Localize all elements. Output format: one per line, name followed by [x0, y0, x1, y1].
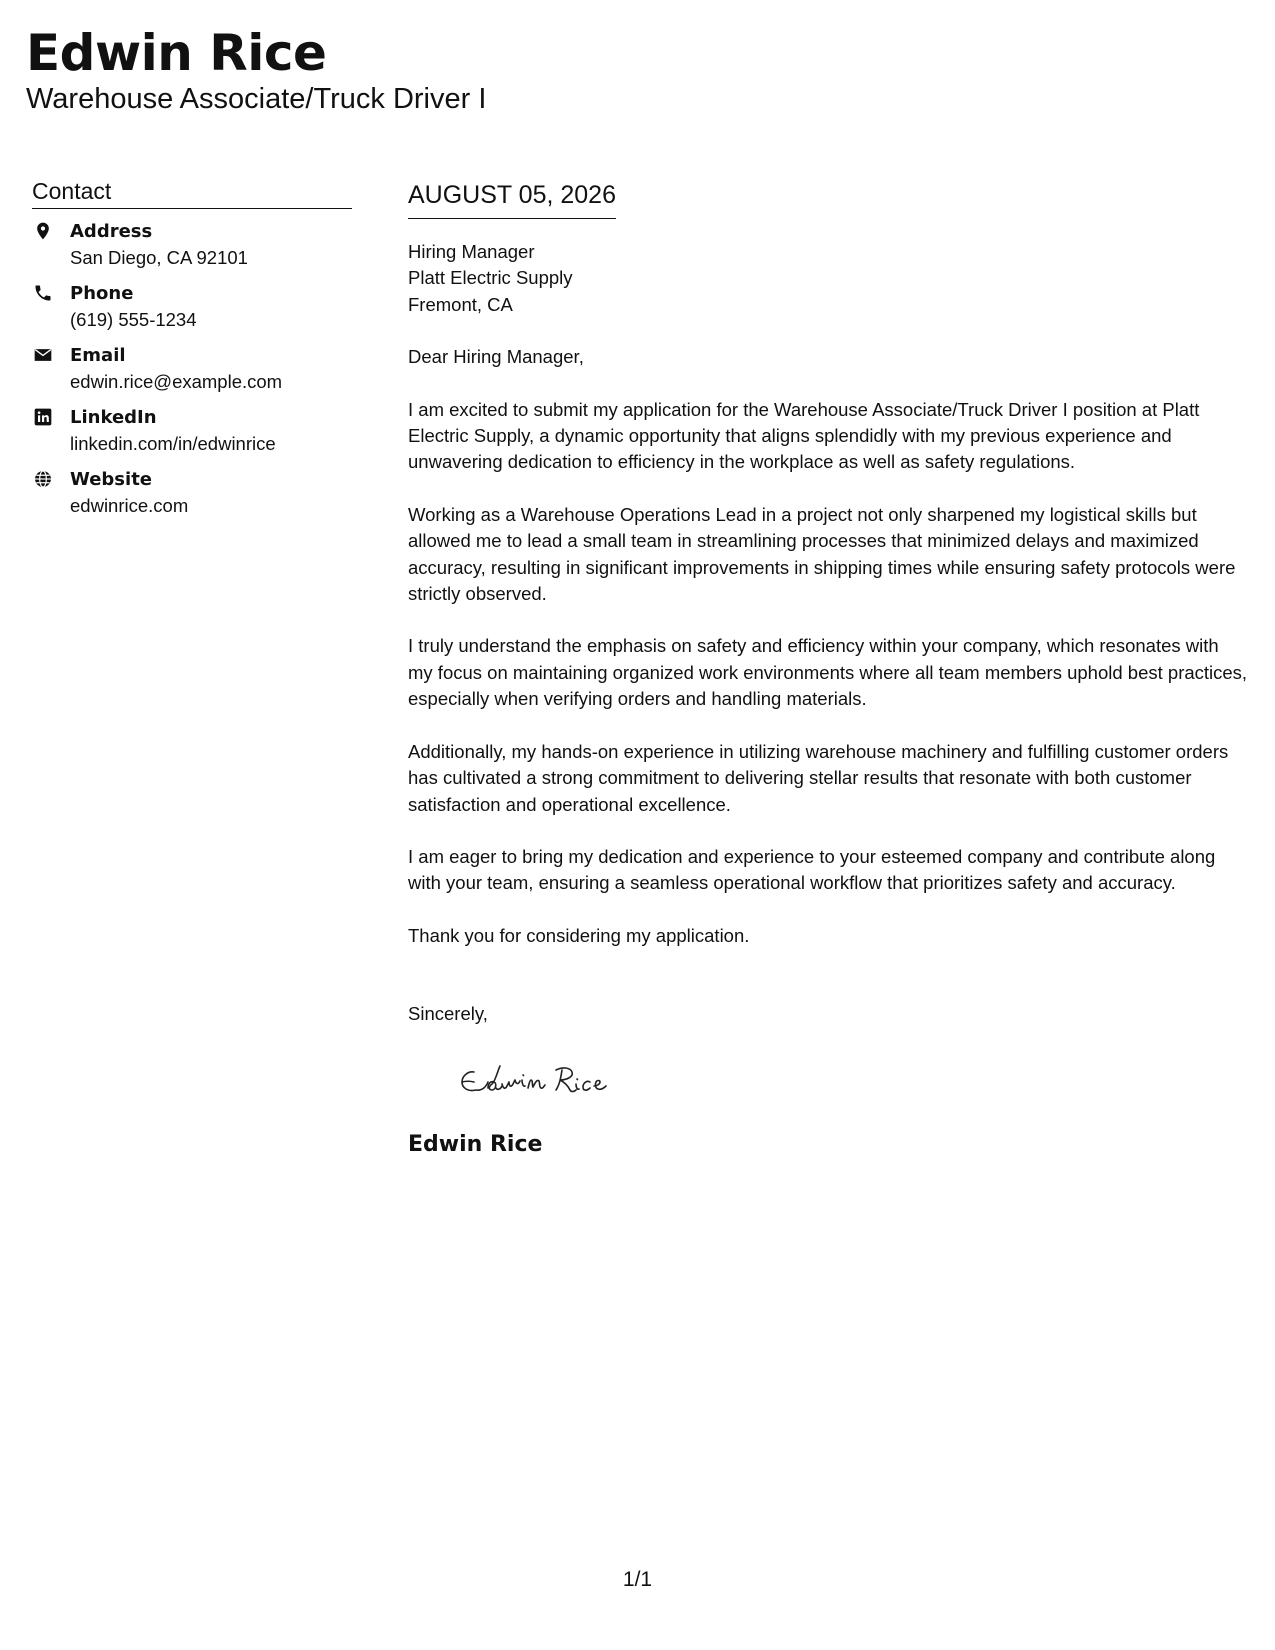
phone-icon — [32, 282, 54, 304]
letter-paragraph: I am eager to bring my dedication and experience to your esteemed company and contribute along with your team, ensuring a seamless operational workflow that prioritizes safety and accuracy. — [408, 845, 1216, 894]
handwritten-signature — [452, 1058, 1248, 1110]
map-pin-icon — [32, 220, 54, 242]
recipient-block — [408, 239, 1248, 318]
contact-label: Website — [70, 469, 153, 490]
closing: Sincerely, — [408, 1003, 488, 1025]
salutation: Dear Hiring Manager, — [408, 346, 584, 368]
signer-name: Edwin Rice — [408, 1131, 543, 1157]
contact-label: LinkedIn — [70, 407, 157, 428]
contact-item-website — [32, 467, 352, 519]
linkedin-icon — [32, 406, 54, 428]
letter-paragraph: Thank you for considering my application. — [408, 924, 750, 946]
contact-label: Email — [70, 345, 126, 366]
contact-label: Phone — [70, 283, 134, 304]
contact-sidebar — [32, 176, 352, 529]
linkedin-value: linkedin.com/in/edwinrice — [70, 433, 276, 454]
page-number: 1/1 — [622, 1568, 653, 1591]
contact-item-phone — [32, 281, 352, 333]
address-value: San Diego, CA 92101 — [70, 247, 248, 268]
contact-item-email — [32, 343, 352, 395]
letter-paragraph: I am excited to submit my application for the Warehouse Associate/Truck Driver I position at Platt Electric Supply, a dynamic opportunity that aligns splendidly with my previous experience and unwavering dedication to efficiency in the workplace as well as safety regulations. — [408, 398, 1200, 473]
contact-item-address — [32, 219, 352, 271]
applicant-name: Edwin Rice — [26, 24, 327, 82]
letter-header — [26, 24, 486, 116]
email-value: edwin.rice@example.com — [70, 371, 283, 392]
letter-paragraph: Working as a Warehouse Operations Lead in a project not only sharpened my logistical skills but allowed me to lead a small team in streamlining processes that minimized delays and maximized accuracy, resulting in significant improvements in shipping times while ensuring safety protocols were strictly observed. — [408, 503, 1236, 605]
phone-value: (619) 555-1234 — [70, 309, 197, 330]
globe-icon — [32, 468, 54, 490]
letter-paragraph: Additionally, my hands-on experience in utilizing warehouse machinery and fulfilling customer orders has cultivated a strong commitment to delivering stellar results that resonate with both customer satisfaction and operational excellence. — [408, 740, 1229, 815]
envelope-icon — [32, 344, 54, 366]
contact-heading: Contact — [32, 176, 352, 209]
letter-paragraph: I truly understand the emphasis on safety and efficiency within your company, which resonates with my focus on maintaining organized work environments where all team members uphold best practices, especially when verifying orders and handling materials. — [408, 635, 1248, 710]
contact-item-linkedin — [32, 405, 352, 457]
applicant-job-title: Warehouse Associate/Truck Driver I — [26, 83, 487, 115]
letter-body — [408, 178, 1248, 1160]
recipient-company: Platt Electric Supply — [408, 267, 573, 289]
contact-label: Address — [70, 221, 153, 242]
letter-date: AUGUST 05, 2026 — [408, 178, 616, 219]
recipient-name: Hiring Manager — [408, 241, 535, 262]
website-value: edwinrice.com — [70, 495, 189, 516]
recipient-location: Fremont, CA — [408, 293, 513, 315]
